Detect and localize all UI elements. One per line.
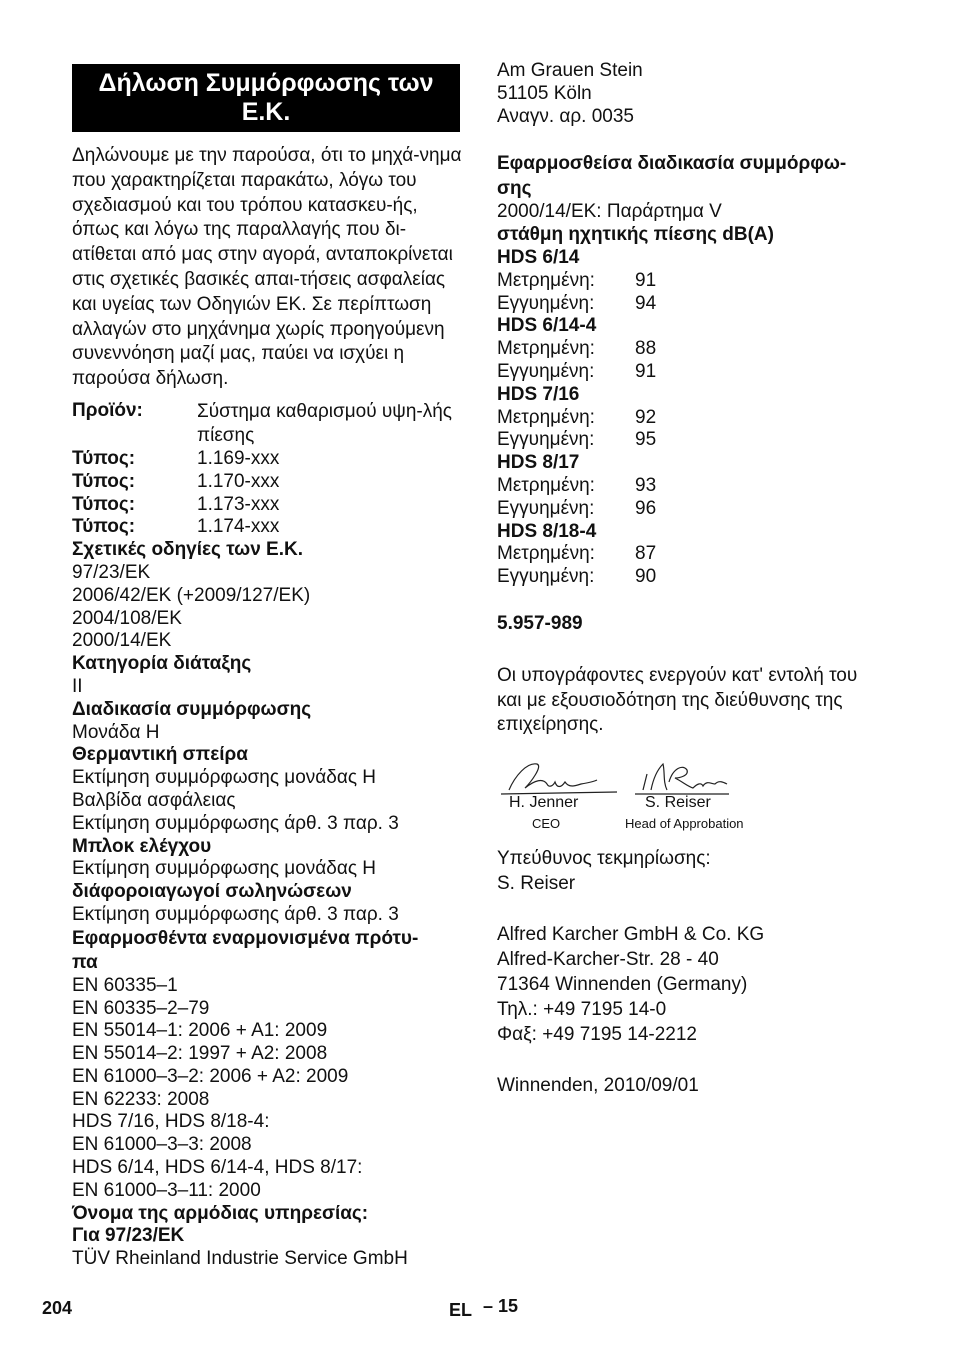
model-name: HDS 7/16 bbox=[497, 383, 580, 405]
standard-item: EN 60335–1 bbox=[72, 974, 178, 996]
product-label: Προϊόν: bbox=[72, 399, 143, 421]
sound-heading: στάθμη ηχητικής πίεσης dB(A) bbox=[497, 224, 774, 246]
standards-heading-cont: πα bbox=[72, 951, 98, 973]
address-line: Αναγν. αρ. 0035 bbox=[497, 105, 634, 127]
measured-label: Μετρημένη: bbox=[497, 269, 595, 291]
model-name: HDS 6/14 bbox=[497, 246, 580, 268]
directive-item: 2000/14/ΕΚ bbox=[72, 630, 172, 652]
address-line: 51105 Köln bbox=[497, 82, 592, 104]
guaranteed-value: 91 bbox=[635, 360, 657, 382]
signatories-paragraph: Οι υπογράφοντες ενεργούν κατ' εντολή του και με εξουσιοδότηση της διεύθυνσης της επιχείρησης. bbox=[497, 664, 858, 736]
directive-item: 97/23/EK bbox=[72, 561, 151, 583]
body-heading: Όνομα της αρμόδιας υπηρεσίας: bbox=[72, 1202, 369, 1224]
guaranteed-label: Εγγυημένη: bbox=[497, 429, 595, 451]
guaranteed-value: 95 bbox=[635, 429, 657, 451]
signer-2-role: Head of Approbation bbox=[625, 816, 744, 832]
document-number: 5.957-989 bbox=[497, 612, 583, 634]
signer-2-name: S. Reiser bbox=[645, 794, 711, 812]
page-number: 204 bbox=[42, 1298, 73, 1318]
body-heading-directive: Για 97/23/EK bbox=[72, 1225, 185, 1247]
applied-procedure-value: 2000/14/ΕΚ: Παράρτημα V bbox=[497, 201, 722, 223]
doc-responsible-name: S. Reiser bbox=[497, 873, 576, 895]
block-line: Εκτίμηση συμμόρφωσης μονάδας H bbox=[72, 858, 376, 880]
guaranteed-row bbox=[497, 498, 897, 521]
standard-item: HDS 6/14, HDS 6/14-4, HDS 8/17: bbox=[72, 1157, 363, 1179]
directive-item: 2006/42/ΕΚ (+2009/127/ΕΚ) bbox=[72, 584, 311, 606]
type-row bbox=[72, 494, 462, 517]
directive-item: 2004/108/ΕΚ bbox=[72, 607, 182, 629]
body-value: TÜV Rheinland Industrie Service GmbH bbox=[72, 1248, 408, 1270]
type-label: Τύπος: bbox=[72, 447, 136, 469]
guaranteed-value: 94 bbox=[635, 292, 657, 314]
guaranteed-row bbox=[497, 293, 897, 316]
guaranteed-label: Εγγυημένη: bbox=[497, 566, 595, 588]
measured-value: 88 bbox=[635, 338, 657, 360]
type-row bbox=[72, 516, 462, 539]
measured-row bbox=[497, 270, 897, 293]
category-value: II bbox=[72, 675, 83, 697]
pipes-line: Εκτίμηση συμμόρφωσης άρθ. 3 παρ. 3 bbox=[72, 903, 399, 925]
type-row bbox=[72, 448, 462, 471]
right-column bbox=[497, 60, 897, 1098]
measured-row bbox=[497, 475, 897, 498]
guaranteed-row bbox=[497, 566, 897, 589]
standard-item: HDS 7/16, HDS 8/18-4: bbox=[72, 1111, 270, 1133]
category-heading: Κατηγορία διάταξης bbox=[72, 653, 252, 675]
signer-1-name: H. Jenner bbox=[509, 794, 579, 812]
type-row bbox=[72, 471, 462, 494]
applied-procedure-heading-cont: σης bbox=[497, 177, 532, 199]
signer-1-role: CEO bbox=[532, 816, 561, 832]
type-value: 1.169-xxx bbox=[197, 447, 280, 469]
measured-value: 91 bbox=[635, 269, 657, 291]
language-code: EL bbox=[449, 1300, 473, 1320]
coil-line: Εκτίμηση συμμόρφωσης άρθ. 3 παρ. 3 bbox=[72, 812, 399, 834]
measured-label: Μετρημένη: bbox=[497, 543, 595, 565]
standard-item: EN 61000–3–3: 2008 bbox=[72, 1134, 252, 1156]
coil-line: Εκτίμηση συμμόρφωσης μονάδας H bbox=[72, 767, 376, 789]
measured-row bbox=[497, 407, 897, 430]
standard-item: EN 55014–2: 1997 + A2: 2008 bbox=[72, 1043, 328, 1065]
type-label: Τύπος: bbox=[72, 470, 136, 492]
standard-item: EN 61000–3–11: 2000 bbox=[72, 1179, 261, 1201]
procedure-value: Μονάδα H bbox=[72, 721, 160, 743]
product-value: Σύστημα καθαρισμού υψη-λής πίεσης bbox=[197, 400, 452, 446]
standard-item: EN 55014–1: 2006 + A1: 2009 bbox=[72, 1020, 328, 1042]
standard-item: EN 60335–2–79 bbox=[72, 997, 210, 1019]
standard-item: EN 62233: 2008 bbox=[72, 1088, 210, 1110]
guaranteed-row bbox=[497, 361, 897, 384]
measured-row bbox=[497, 338, 897, 361]
type-value: 1.170-xxx bbox=[197, 470, 280, 492]
company-line: Φαξ: +49 7195 14-2212 bbox=[497, 1024, 697, 1046]
pipes-heading: διάφοροιαγωγοί σωληνώσεων bbox=[72, 881, 352, 903]
signature-block bbox=[497, 756, 897, 846]
company-line: Τηλ.: +49 7195 14-0 bbox=[497, 999, 667, 1021]
applied-procedure-heading: Εφαρμοσθείσα διαδικασία συμμόρφω- bbox=[497, 153, 847, 175]
company-line: 71364 Winnenden (Germany) bbox=[497, 974, 748, 996]
directives-heading: Σχετικές οδηγίες των Ε.Κ. bbox=[72, 539, 303, 561]
model-name: HDS 6/14-4 bbox=[497, 315, 597, 337]
procedure-heading: Διαδικασία συμμόρφωσης bbox=[72, 698, 312, 720]
guaranteed-label: Εγγυημένη: bbox=[497, 497, 595, 519]
guaranteed-value: 96 bbox=[635, 497, 657, 519]
guaranteed-row bbox=[497, 429, 897, 452]
type-value: 1.174-xxx bbox=[197, 516, 280, 538]
measured-value: 93 bbox=[635, 474, 657, 496]
company-line: Alfred Karcher GmbH & Co. KG bbox=[497, 924, 765, 946]
coil-heading: Θερμαντική σπείρα bbox=[72, 744, 248, 766]
type-value: 1.173-xxx bbox=[197, 493, 280, 515]
guaranteed-label: Εγγυημένη: bbox=[497, 360, 595, 382]
page-title: Δήλωση Συμμόρφωσης των Ε.Κ. bbox=[72, 64, 460, 132]
block-heading: Μπλοκ ελέγχου bbox=[72, 835, 212, 857]
measured-row bbox=[497, 543, 897, 566]
measured-value: 92 bbox=[635, 406, 657, 428]
intro-paragraph: Δηλώνουμε με την παρούσα, ότι το μηχά-νημα που χαρακτηρίζεται παρακάτω, λόγω του σχεδιασμού και του τρόπου κατασκευ-ής, όπως και λόγω της παραλλαγής που δι-ατίθεται από μας στην αγορά, ανταποκρίνεται στις σχετικές βασικές απαι-τήσεις ασφαλείας και υγείας των Οδηγιών ΕΚ. Σε περίπτωση αλλαγών στο μηχάνημα χωρίς προηγούμενη συνεννόηση μαζί μας, παύει να ισχύει η παρούσα δήλωση. bbox=[72, 145, 462, 390]
measured-label: Μετρημένη: bbox=[497, 406, 595, 428]
address-line: Am Grauen Stein bbox=[497, 60, 643, 81]
doc-responsible-label: Υπεύθυνος τεκμηρίωσης: bbox=[497, 848, 711, 870]
left-column bbox=[72, 60, 462, 1271]
coil-line: Βαλβίδα ασφάλειας bbox=[72, 789, 236, 811]
section-page: – 15 bbox=[483, 1296, 519, 1316]
measured-value: 87 bbox=[635, 543, 657, 565]
type-label: Τύπος: bbox=[72, 493, 136, 515]
model-name: HDS 8/18-4 bbox=[497, 520, 597, 542]
model-name: HDS 8/17 bbox=[497, 452, 580, 474]
type-label: Τύπος: bbox=[72, 516, 136, 538]
standard-item: EN 61000–3–2: 2006 + A2: 2009 bbox=[72, 1065, 349, 1087]
place-date: Winnenden, 2010/09/01 bbox=[497, 1075, 699, 1097]
guaranteed-value: 90 bbox=[635, 566, 657, 588]
company-line: Alfred-Karcher-Str. 28 - 40 bbox=[497, 949, 719, 971]
measured-label: Μετρημένη: bbox=[497, 338, 595, 360]
product-row bbox=[72, 400, 462, 448]
guaranteed-label: Εγγυημένη: bbox=[497, 292, 595, 314]
standards-heading: Εφαρμοσθέντα εναρμονισμένα πρότυ- bbox=[72, 927, 419, 949]
measured-label: Μετρημένη: bbox=[497, 474, 595, 496]
